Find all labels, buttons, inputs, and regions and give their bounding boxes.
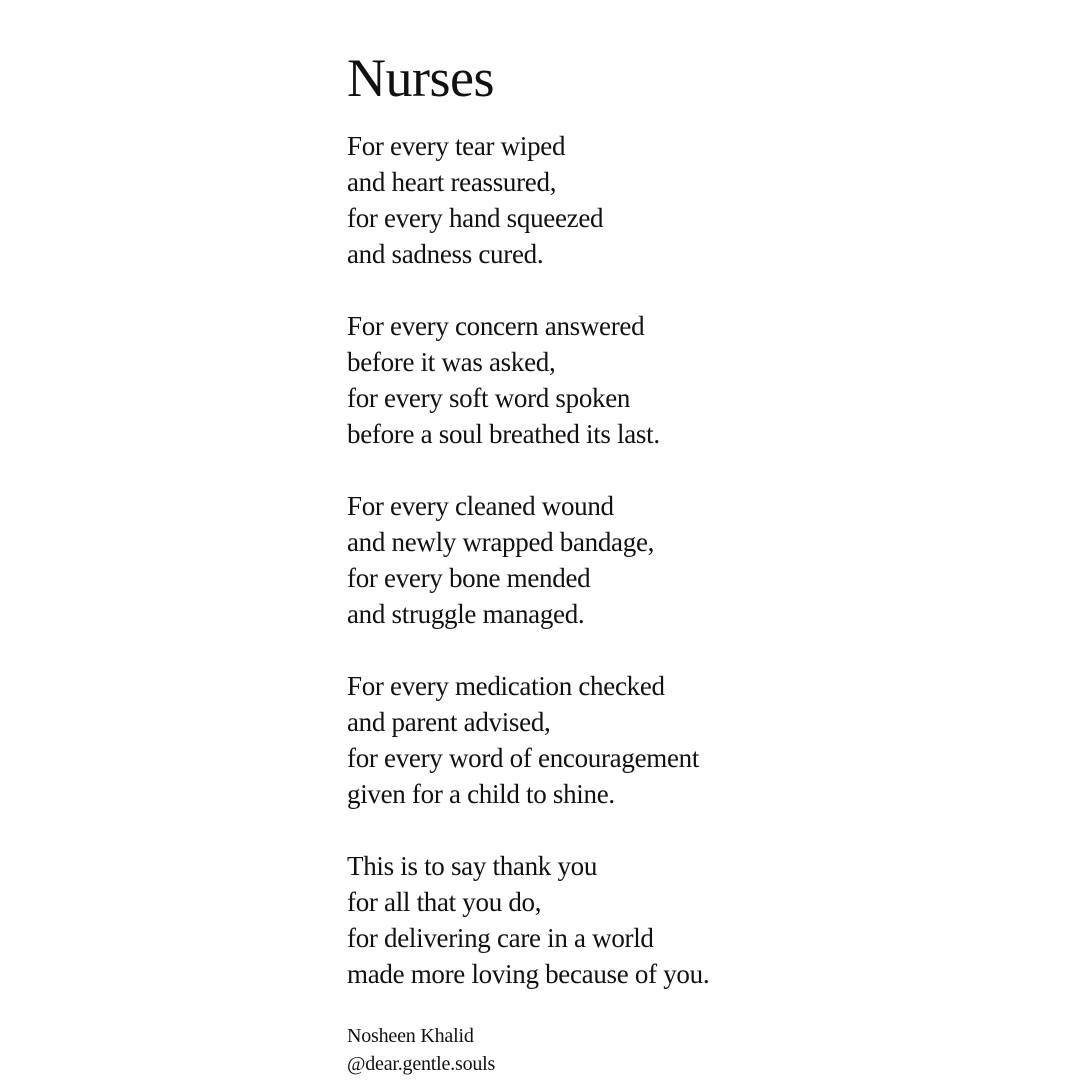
poem-line: This is to say thank you (347, 851, 598, 881)
poem-page (347, 48, 1047, 1078)
poem-line: given for a child to shine. (347, 779, 615, 809)
poem-line: for every soft word spoken (347, 383, 631, 413)
poem-line: before a soul breathed its last. (347, 419, 660, 449)
poem-line: For every concern answered (347, 311, 645, 341)
poem-title: Nurses (347, 48, 494, 108)
poem-line: for delivering care in a world (347, 923, 654, 953)
poem-line: For every medication checked (347, 671, 665, 701)
stanza-2 (347, 308, 1047, 452)
stanza-4 (347, 668, 1047, 812)
poem-line: and struggle managed. (347, 599, 585, 629)
poem-line: and heart reassured, (347, 167, 557, 197)
credits (347, 1022, 1047, 1078)
poem-line: and newly wrapped bandage, (347, 527, 655, 557)
poem-line: for all that you do, (347, 887, 542, 917)
poem-line: for every bone mended (347, 563, 591, 593)
poem-line: and sadness cured. (347, 239, 544, 269)
stanza-3 (347, 488, 1047, 632)
poem-line: for every word of encouragement (347, 743, 700, 773)
social-handle: @dear.gentle.souls (347, 1053, 496, 1075)
stanza-5 (347, 848, 1047, 992)
poem-line: before it was asked, (347, 347, 556, 377)
poem-line: For every cleaned wound (347, 491, 614, 521)
poem-line: For every tear wiped (347, 131, 566, 161)
poem-line: made more loving because of you. (347, 959, 710, 989)
poem-line: for every hand squeezed (347, 203, 604, 233)
stanza-1 (347, 128, 1047, 272)
poem-line: and parent advised, (347, 707, 551, 737)
author-name: Nosheen Khalid (347, 1025, 474, 1047)
